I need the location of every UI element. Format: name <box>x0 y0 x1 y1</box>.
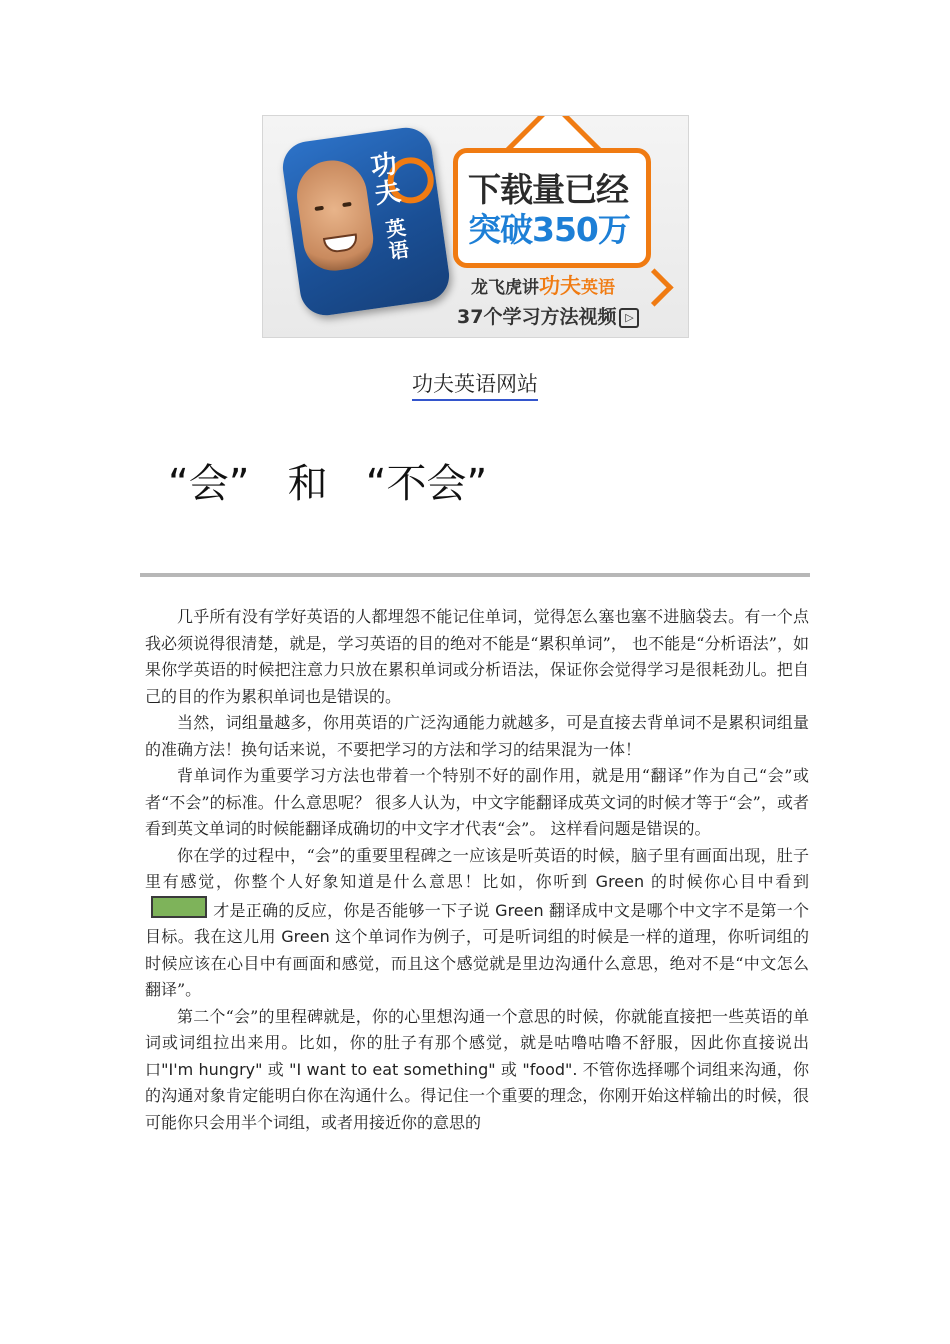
banner-downloads-line: 下载量已经 <box>468 170 628 209</box>
chevron-right-icon <box>635 268 673 306</box>
horizontal-divider <box>140 573 810 577</box>
icon-text-english: 英语 <box>380 216 411 264</box>
paragraph-4: 你在学的过程中，“会”的重要里程碑之一应该是听英语的时候，脑子里有画面出现，肚子里有感觉，你整个人好象知道是什么意思！比如，你听到 Green 的时候你心目中看到才是正确的反应，你是否能够一下子说 Green 翻译成中文是哪个中文字不是第一个目标。我在这儿用 Green 这个单词作为例子，可是听词组的时候是一样的道理，你听词组的时候应该在心目中有画面和感觉，而且这个感觉就是里边沟通什么意思，绝对不是“中文怎么翻译”。 <box>145 845 810 999</box>
paragraph-2: 当然，词组量越多，你用英语的广泛沟通能力就越多，可是直接去背单词不是累积词组量的准确方法！换句话来说，不要把学习的方法和学习的结果混为一体！ <box>145 713 809 759</box>
site-link-container <box>0 368 950 398</box>
article-body <box>145 604 809 1136</box>
icon-text-kungfu: 功夫 <box>364 149 403 209</box>
kungfu-english-app-icon <box>280 124 453 318</box>
kungfu-english-site-link[interactable]: 功夫英语网站 <box>412 372 538 401</box>
page-title: “会” 和 “不会” <box>168 461 488 507</box>
paragraph-5: 第二个“会”的里程碑就是，你的心里想沟通一个意思的时候，你就能直接把一些英语的单词或词组拉出来用。比如，你的肚子有那个感觉，就是咕噜咕噜不舒服，因此你直接说出口"I'm hungry" 或 "I want to eat something" 或 "food". 不管你选择哪个词组来沟通，你的沟通对象肯定能明白你在沟通什么。得记住一个重要的理念，你刚开始这样输出的时候，很可能你只会用半个词组，或者用接近你的意思的 <box>145 1006 809 1132</box>
play-icon: ▷ <box>619 308 639 328</box>
green-color-swatch <box>151 896 207 918</box>
paragraph-1: 几乎所有没有学好英语的人都埋怨不能记住单词，觉得怎么塞也塞不进脑袋去。有一个点我必须说得很清楚，就是，学习英语的目的绝对不能是“累积单词”， 也不能是“分析语法”，如果你学英语的时候把注意力只放在累积单词或分析语法，保证你会觉得学习是很耗劲儿。把自己的目的作为累积单词也是错误的。 <box>145 607 809 706</box>
promo-banner[interactable] <box>262 115 689 338</box>
banner-teacher-line: 龙飞虎讲功夫英语 <box>471 274 615 298</box>
paragraph-3: 背单词作为重要学习方法也带着一个特别不好的副作用，就是用“翻译”作为自己“会”或者“不会”的标准。什么意思呢？ 很多人认为，中文字能翻译成英文词的时候才等于“会”，或者看到英文单词的时候能翻译成确切的中文字才代表“会”。 这样看问题是错误的。 <box>145 766 809 838</box>
banner-milestone-line: 突破350万 <box>468 210 630 249</box>
banner-videos-line: 37个学习方法视频 ▷ <box>457 302 639 329</box>
